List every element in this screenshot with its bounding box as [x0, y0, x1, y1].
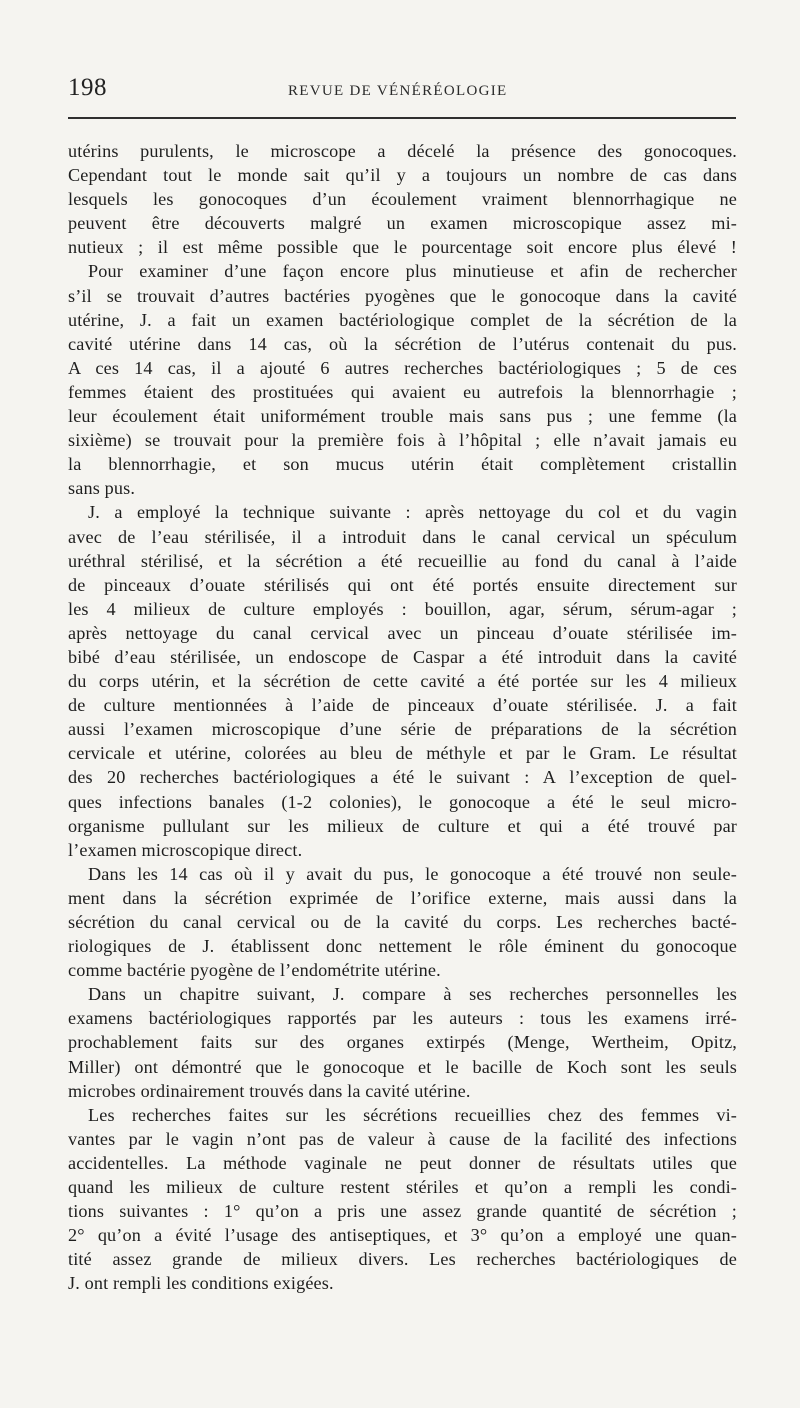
- text-line: Les recherches faites sur les sécrétions recueillies chez des femmes vi-: [88, 1104, 737, 1125]
- text-line: après nettoyage du canal cervical avec un pinceau d’ouate stérilisée im-: [68, 622, 737, 643]
- page-number: 198: [68, 74, 107, 101]
- article-body: [68, 139, 737, 1296]
- text-line: organisme pullulant sur les milieux de culture et qui a été trouvé par: [68, 815, 737, 836]
- text-line: du corps utérin, et la sécrétion de cette cavité a été portée sur les 4 milieux: [68, 671, 737, 692]
- text-line: ques infections banales (1-2 colonies), le gonocoque a été le seul micro-: [68, 791, 737, 812]
- text-line: microbes ordinairement trouvés dans la cavité utérine.: [68, 1080, 471, 1101]
- text-line: uréthral stérilisé, et la sécrétion a été recueillie au fond du canal à l’aide: [68, 550, 737, 571]
- text-line: sixième) se trouvait pour la première fois à l’hôpital ; elle n’avait jamais eu: [68, 430, 737, 451]
- text-line: examens bactériologiques rapportés par les auteurs : tous les examens irré-: [68, 1008, 737, 1029]
- text-line: l’examen microscopique direct.: [68, 839, 303, 860]
- header-rule: [68, 117, 736, 119]
- text-line: utérins purulents, le microscope a décelé la présence des gonocoques.: [68, 141, 737, 161]
- text-line: aussi l’examen microscopique d’une série de préparations de la sécrétion: [68, 719, 737, 740]
- text-line: comme bactérie pyogène de l’endométrite utérine.: [68, 960, 441, 981]
- text-line: peuvent être découverts malgré un examen microscopique assez mi-: [68, 213, 737, 234]
- text-line: 2° qu’on a évité l’usage des antiseptiques, et 3° qu’on a employé une quan-: [68, 1225, 737, 1246]
- text-line: ment dans la sécrétion exprimée de l’orifice externe, mais aussi dans la: [68, 887, 737, 908]
- text-line: cervicale et utérine, colorées au bleu de méthyle et par le Gram. Le résultat: [68, 743, 737, 764]
- running-title: REVUE DE VÉNÉRÉOLOGIE: [288, 83, 508, 99]
- text-line: vantes par le vagin n’ont pas de valeur à cause de la facilité des infections: [68, 1128, 737, 1149]
- text-line: Miller) ont démontré que le gonocoque et le bacille de Koch sont les seuls: [68, 1056, 737, 1077]
- text-line: riologiques de J. établissent donc nettement le rôle éminent du gonocoque: [68, 936, 737, 957]
- text-line: accidentelles. La méthode vaginale ne peut donner de résultats utiles que: [68, 1152, 737, 1173]
- text-line: prochablement faits sur des organes extirpés (Menge, Wertheim, Opitz,: [68, 1032, 737, 1053]
- page-header: [68, 74, 736, 108]
- text-line: tions suivantes : 1° qu’on a pris une assez grande quantité de sécrétion ;: [68, 1201, 737, 1222]
- text-line: lesquels les gonocoques d’un écoulement vraiment blennorrhagique ne: [68, 189, 737, 210]
- text-line: quand les milieux de culture restent stériles et qu’on a rempli les condi-: [68, 1177, 737, 1198]
- text-line: A ces 14 cas, il a ajouté 6 autres recherches bactériologiques ; 5 de ces: [68, 357, 737, 378]
- text-line: nutieux ; il est même possible que le pourcentage soit encore plus élevé !: [68, 237, 737, 258]
- text-line: de pinceaux d’ouate stérilisés qui ont été portés ensuite directement sur: [68, 574, 737, 595]
- text-line: J. ont rempli les conditions exigées.: [68, 1273, 334, 1294]
- text-line: sans pus.: [68, 478, 136, 499]
- text-line: des 20 recherches bactériologiques a été le suivant : A l’exception de quel-: [68, 767, 737, 788]
- text-line: Dans les 14 cas où il y avait du pus, le gonocoque a été trouvé non seule-: [88, 863, 737, 884]
- text-line: Dans un chapitre suivant, J. compare à ses recherches personnelles les: [88, 984, 737, 1005]
- text-line: tité assez grande de milieux divers. Les recherches bactériologiques de: [68, 1249, 737, 1270]
- text-line: cavité utérine dans 14 cas, où la sécrétion de l’utérus contenait du pus.: [68, 333, 737, 354]
- text-line: utérine, J. a fait un examen bactériologique complet de la sécrétion de la: [68, 309, 737, 330]
- text-line: avec de l’eau stérilisée, il a introduit dans le canal cervical un spéculum: [68, 526, 737, 547]
- text-line: s’il se trouvait d’autres bactéries pyogènes que le gonocoque dans la cavité: [68, 285, 737, 306]
- text-line: de culture mentionnées à l’aide de pinceaux d’ouate stérilisée. J. a fait: [68, 695, 737, 716]
- text-line: leur écoulement était uniformément trouble mais sans pus ; une femme (la: [68, 406, 737, 427]
- text-line: Pour examiner d’une façon encore plus minutieuse et afin de rechercher: [88, 261, 737, 282]
- text-line: femmes étaient des prostituées qui avaient eu autrefois la blennorrhagie ;: [68, 381, 737, 402]
- text-line: les 4 milieux de culture employés : bouillon, agar, sérum, sérum-agar ;: [68, 598, 737, 619]
- text-line: bibé d’eau stérilisée, un endoscope de Caspar a été introduit dans la cavité: [68, 646, 737, 667]
- text-line: J. a employé la technique suivante : après nettoyage du col et du vagin: [88, 502, 737, 523]
- text-line: sécrétion du canal cervical ou de la cavité du corps. Les recherches bacté-: [68, 912, 737, 932]
- text-line: Cependant tout le monde sait qu’il y a toujours un nombre de cas dans: [68, 165, 737, 186]
- text-line: la blennorrhagie, et son mucus utérin était complètement cristallin: [68, 454, 737, 475]
